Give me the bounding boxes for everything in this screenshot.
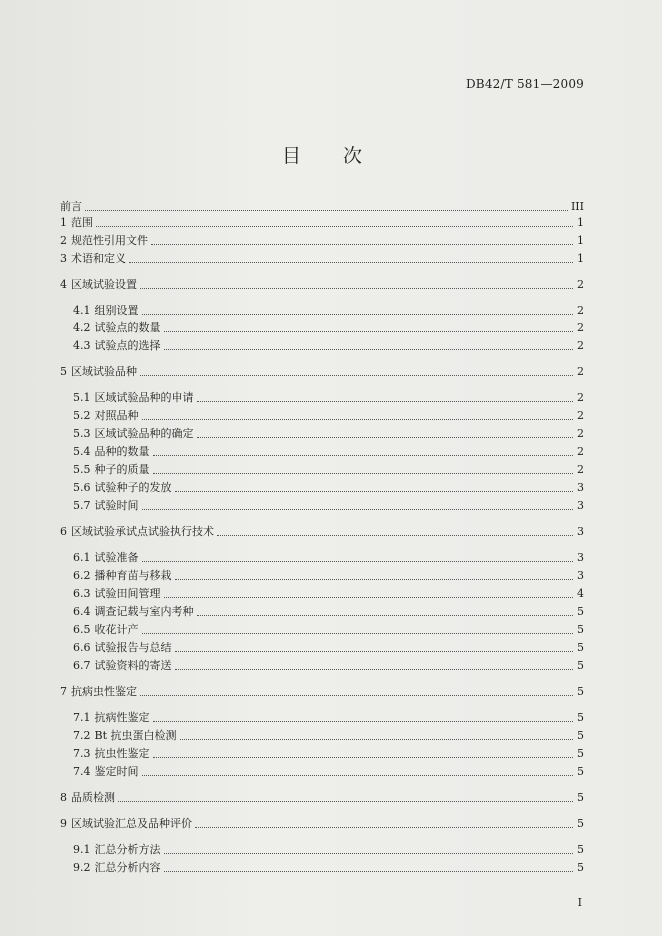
dot-leader [164, 852, 574, 854]
toc-entry[interactable] [60, 791, 584, 805]
toc-entry-label: 试验资料的寄送 [94, 659, 172, 672]
dot-leader [164, 870, 574, 872]
toc-entry-number: 5.1 [73, 391, 91, 404]
toc-entry[interactable] [73, 409, 584, 423]
toc-entry-label: 试验时间 [94, 499, 139, 512]
toc-entry-label: 种子的质量 [94, 463, 150, 476]
toc-entry[interactable] [73, 551, 584, 565]
toc-entry-number: 5.3 [73, 427, 91, 440]
toc-entry-page: 5 [577, 685, 584, 698]
dot-leader [197, 400, 574, 402]
toc-entry-label: 品质检测 [71, 791, 115, 804]
dot-leader [153, 454, 574, 456]
toc-entry-page: 5 [577, 861, 584, 874]
toc-entry-number: 7.4 [73, 765, 91, 778]
dot-leader [153, 720, 574, 722]
toc-entry-label: 试验点的选择 [94, 339, 161, 352]
toc-entry[interactable] [60, 817, 584, 831]
toc-entry-label: 品种的数量 [94, 445, 150, 458]
toc-entry-label: 前言 [60, 200, 82, 213]
toc-entry-page: 5 [577, 623, 584, 636]
toc-entry[interactable] [60, 278, 584, 292]
toc-entry-number: 9 [60, 817, 67, 830]
toc-entry-page: 5 [577, 659, 584, 672]
toc-entry-page: 2 [577, 427, 584, 440]
dot-leader [175, 578, 574, 580]
toc-entry-page: 1 [577, 252, 584, 265]
document-code: DB42/T 581—2009 [465, 77, 584, 91]
toc-entry-page: 5 [577, 765, 584, 778]
toc-entry-number: 8 [60, 791, 67, 804]
toc-entry[interactable] [60, 234, 584, 248]
dot-leader [153, 472, 574, 474]
dot-leader [164, 596, 574, 598]
toc-entry-number: 7 [60, 685, 67, 698]
toc-entry-page: 5 [577, 791, 584, 804]
toc-entry-label: 抗病性鉴定 [94, 711, 150, 724]
toc-entry[interactable] [73, 623, 584, 637]
toc-entry-number: 3 [60, 252, 67, 265]
toc-entry-page: 3 [577, 551, 584, 564]
dot-leader [118, 800, 573, 802]
toc-entry-label: 试验报告与总结 [94, 641, 172, 654]
dot-leader [142, 632, 574, 634]
toc-entry-page: III [570, 200, 584, 213]
toc-entry-page: 2 [577, 391, 584, 404]
toc-entry-label: 区域试验品种 [71, 365, 137, 378]
toc-entry[interactable] [73, 605, 584, 619]
dot-leader [197, 614, 574, 616]
toc-entry-label: 组别设置 [94, 304, 139, 317]
toc-entry-number: 4.2 [73, 321, 91, 334]
toc-entry-page: 5 [577, 605, 584, 618]
toc-entry[interactable] [73, 861, 584, 875]
dot-leader [142, 774, 574, 776]
toc-entry[interactable] [73, 587, 584, 601]
toc-entry-number: 6.2 [73, 569, 91, 582]
dot-leader [129, 261, 573, 263]
toc-entry-label: 区域试验品种的确定 [94, 427, 194, 440]
dot-leader [153, 756, 574, 758]
toc-entry-page: 1 [577, 216, 584, 229]
toc-entry-page: 2 [577, 409, 584, 422]
dot-leader [142, 418, 574, 420]
dot-leader [217, 534, 573, 536]
toc-entry-number: 6.5 [73, 623, 91, 636]
toc-entry-page: 2 [577, 445, 584, 458]
toc-entry-number: 6.4 [73, 605, 91, 618]
toc-entry-page: 5 [577, 729, 584, 742]
toc-entry-label: 试验田间管理 [94, 587, 161, 600]
toc-entry-number: 5 [60, 365, 67, 378]
toc-entry-number: 5.6 [73, 481, 91, 494]
toc-entry-page: 5 [577, 843, 584, 856]
dot-leader [151, 243, 573, 245]
dot-leader [140, 374, 573, 376]
dot-leader [164, 330, 574, 332]
toc-entry[interactable] [60, 252, 584, 266]
toc-entry-page: 3 [577, 525, 584, 538]
toc-entry[interactable] [73, 339, 584, 353]
toc-entry-number: 4.1 [73, 304, 91, 317]
toc-entry-number: 7.2 [73, 729, 91, 742]
toc-entry-label: Bt 抗虫蛋白检测 [94, 729, 177, 742]
toc-entry-label: 区域试验品种的申请 [94, 391, 194, 404]
toc-entry-label: 鉴定时间 [94, 765, 139, 778]
toc-entry[interactable] [73, 569, 584, 583]
toc-entry-page: 2 [577, 339, 584, 352]
dot-leader [175, 650, 574, 652]
toc-entry[interactable] [73, 445, 584, 459]
toc-entry-page: 2 [577, 304, 584, 317]
toc-entry-label: 区域试验设置 [71, 278, 137, 291]
toc-entry-number: 4 [60, 278, 67, 291]
dot-leader [142, 560, 574, 562]
toc-entry-label: 抗病虫性鉴定 [71, 685, 137, 698]
toc-entry-label: 收花计产 [94, 623, 139, 636]
toc-entry[interactable] [73, 659, 584, 673]
toc-entry-label: 区域试验承试点试验执行技术 [71, 525, 214, 538]
toc-entry-label: 范围 [71, 216, 93, 229]
toc-entry-label: 试验种子的发放 [94, 481, 172, 494]
page-number: I [577, 896, 582, 909]
toc-entry-number: 6 [60, 525, 67, 538]
dot-leader [164, 348, 574, 350]
toc-entry-number: 9.2 [73, 861, 91, 874]
toc-entry[interactable] [73, 843, 584, 857]
toc-entry-number: 6.3 [73, 587, 91, 600]
toc-entry-number: 2 [60, 234, 67, 247]
dot-leader [140, 287, 573, 289]
toc-entry-label: 播种育苗与移栽 [94, 569, 172, 582]
dot-leader [96, 225, 573, 227]
toc-entry[interactable] [73, 304, 584, 318]
dot-leader [175, 490, 574, 492]
toc-entry-label: 抗虫性鉴定 [94, 747, 150, 760]
toc-entry-label: 对照品种 [94, 409, 139, 422]
toc-entry-number: 6.7 [73, 659, 91, 672]
toc-entry-page: 1 [577, 234, 584, 247]
toc-entry-label: 术语和定义 [71, 252, 126, 265]
dot-leader [142, 313, 574, 315]
toc-entry[interactable] [73, 481, 584, 495]
dot-leader [140, 694, 573, 696]
toc-entry[interactable] [73, 765, 584, 779]
dot-leader [175, 668, 574, 670]
toc-entry-number: 1 [60, 216, 67, 229]
toc-entry[interactable] [73, 321, 584, 335]
page-title: 目 次 [281, 145, 381, 167]
dot-leader [85, 209, 568, 211]
toc-entry-page: 2 [577, 278, 584, 291]
toc-entry-page: 5 [577, 747, 584, 760]
dot-leader [180, 738, 573, 740]
toc-entry-page: 5 [577, 817, 584, 830]
toc-entry-label: 汇总分析内容 [94, 861, 161, 874]
toc-entry[interactable] [73, 729, 584, 743]
dot-leader [197, 436, 574, 438]
toc-entry-page: 3 [577, 499, 584, 512]
toc-entry[interactable] [60, 365, 584, 379]
toc-entry-page: 5 [577, 641, 584, 654]
toc-entry-label: 试验点的数量 [94, 321, 161, 334]
toc-entry-label: 调查记载与室内考种 [94, 605, 194, 618]
toc-entry-number: 7.1 [73, 711, 91, 724]
toc-entry[interactable] [60, 216, 584, 230]
toc-entry-number: 9.1 [73, 843, 91, 856]
toc-entry-label: 区域试验汇总及品种评价 [71, 817, 192, 830]
toc-entry-number: 5.4 [73, 445, 91, 458]
toc-entry-page: 3 [577, 481, 584, 494]
toc-entry[interactable] [60, 685, 584, 699]
toc-entry-label: 汇总分析方法 [94, 843, 161, 856]
toc-entry-page: 2 [577, 463, 584, 476]
toc-entry[interactable] [73, 711, 584, 725]
toc-entry-page: 5 [577, 711, 584, 724]
toc-entry-label: 试验准备 [94, 551, 139, 564]
dot-leader [142, 508, 574, 510]
toc-entry[interactable] [73, 499, 584, 513]
toc-entry-number: 5.5 [73, 463, 91, 476]
toc-entry[interactable] [60, 525, 584, 539]
toc-entry-number: 5.7 [73, 499, 91, 512]
toc-entry[interactable] [73, 391, 584, 405]
toc-entry-page: 3 [577, 569, 584, 582]
toc-entry-page: 2 [577, 365, 584, 378]
toc-entry-number: 5.2 [73, 409, 91, 422]
toc-entry[interactable] [73, 641, 584, 655]
toc-entry-page: 4 [577, 587, 584, 600]
toc-entry[interactable] [73, 463, 584, 477]
toc-entry-number: 6.6 [73, 641, 91, 654]
toc-entry[interactable] [73, 427, 584, 441]
toc-entry[interactable] [60, 200, 584, 214]
toc-entry-page: 2 [577, 321, 584, 334]
toc-entry-number: 6.1 [73, 551, 91, 564]
dot-leader [195, 826, 573, 828]
toc-entry-label: 规范性引用文件 [71, 234, 148, 247]
toc-entry-number: 4.3 [73, 339, 91, 352]
toc-entry[interactable] [73, 747, 584, 761]
toc-entry-number: 7.3 [73, 747, 91, 760]
